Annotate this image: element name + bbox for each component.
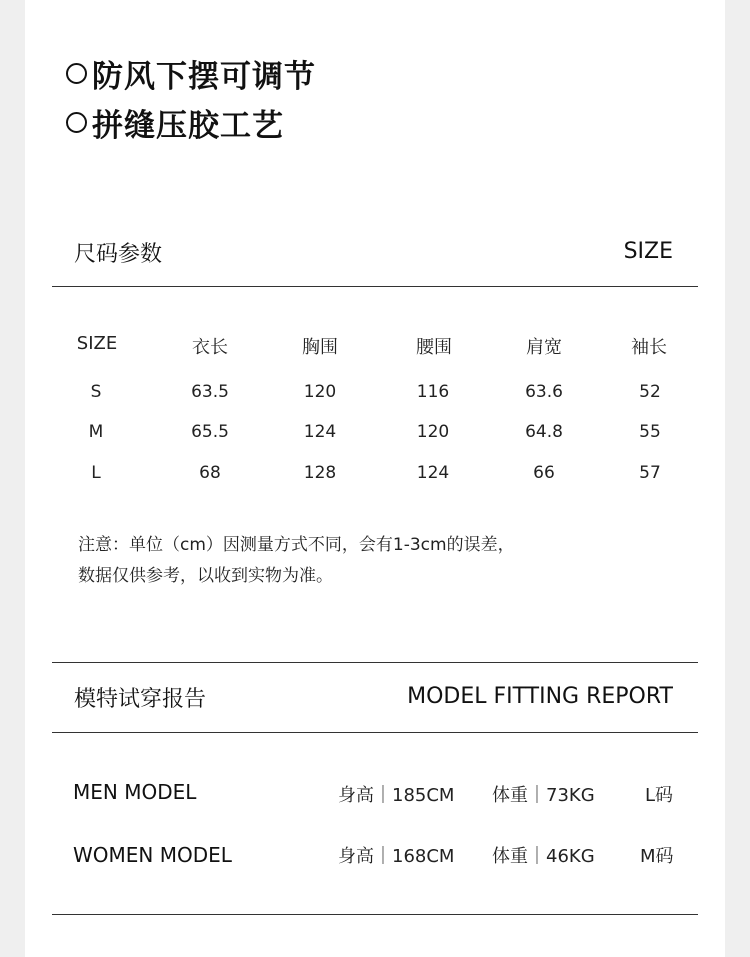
model-name: MEN MODEL: [73, 780, 197, 804]
table-cell: 65.5: [191, 422, 229, 442]
table-cell: 63.6: [525, 382, 563, 402]
note-line: 注意：单位（cm）因测量方式不同，会有1-3cm的误差，: [78, 535, 515, 555]
table-cell: L: [91, 463, 101, 483]
table-header: 衣长: [192, 337, 228, 358]
table-cell: 66: [533, 463, 555, 483]
model-weight: 体重｜46KG: [492, 846, 595, 867]
size-section-title: 尺码参数: [74, 242, 163, 267]
table-cell: 120: [416, 422, 450, 442]
table-cell: 57: [639, 463, 661, 483]
measurement-note: [78, 530, 515, 592]
table-cell: 68: [199, 463, 221, 483]
divider: [52, 732, 698, 733]
divider: [52, 914, 698, 915]
size-section-title-en: SIZE: [623, 239, 673, 264]
feature-text: 防风下摆可调节: [92, 59, 316, 95]
circle-bullet-icon: [66, 63, 87, 84]
table-header: 腰围: [416, 337, 452, 358]
table-cell: 55: [639, 422, 661, 442]
table-cell: 120: [303, 382, 337, 402]
note-line: 数据仅供参考，以收到实物为准。: [78, 566, 333, 586]
fitting-section-title-en: MODEL FITTING REPORT: [407, 684, 673, 709]
model-height: 身高｜185CM: [338, 785, 455, 806]
divider: [52, 662, 698, 663]
model-weight: 体重｜73KG: [492, 785, 595, 806]
circle-bullet-icon: [66, 112, 87, 133]
model-size: L码: [645, 785, 674, 806]
table-cell: 124: [303, 422, 337, 442]
model-size: M码: [640, 846, 674, 867]
table-cell: 124: [416, 463, 450, 483]
feature-item: [66, 100, 284, 145]
table-cell: M: [88, 422, 104, 442]
table-header: 袖长: [631, 337, 667, 358]
fitting-section-title: 模特试穿报告: [74, 687, 207, 712]
table-cell: 128: [303, 463, 337, 483]
model-height: 身高｜168CM: [338, 846, 455, 867]
feature-item: [66, 51, 316, 96]
model-name: WOMEN MODEL: [73, 843, 232, 867]
table-cell: 52: [639, 382, 661, 402]
table-cell: S: [90, 382, 102, 402]
divider: [52, 286, 698, 287]
table-header: 肩宽: [526, 337, 562, 358]
table-header: SIZE: [76, 333, 118, 354]
feature-text: 拼缝压胶工艺: [92, 108, 284, 144]
table-header: 胸围: [302, 337, 338, 358]
table-cell: 64.8: [525, 422, 563, 442]
table-cell: 63.5: [191, 382, 229, 402]
table-cell: 116: [416, 382, 450, 402]
